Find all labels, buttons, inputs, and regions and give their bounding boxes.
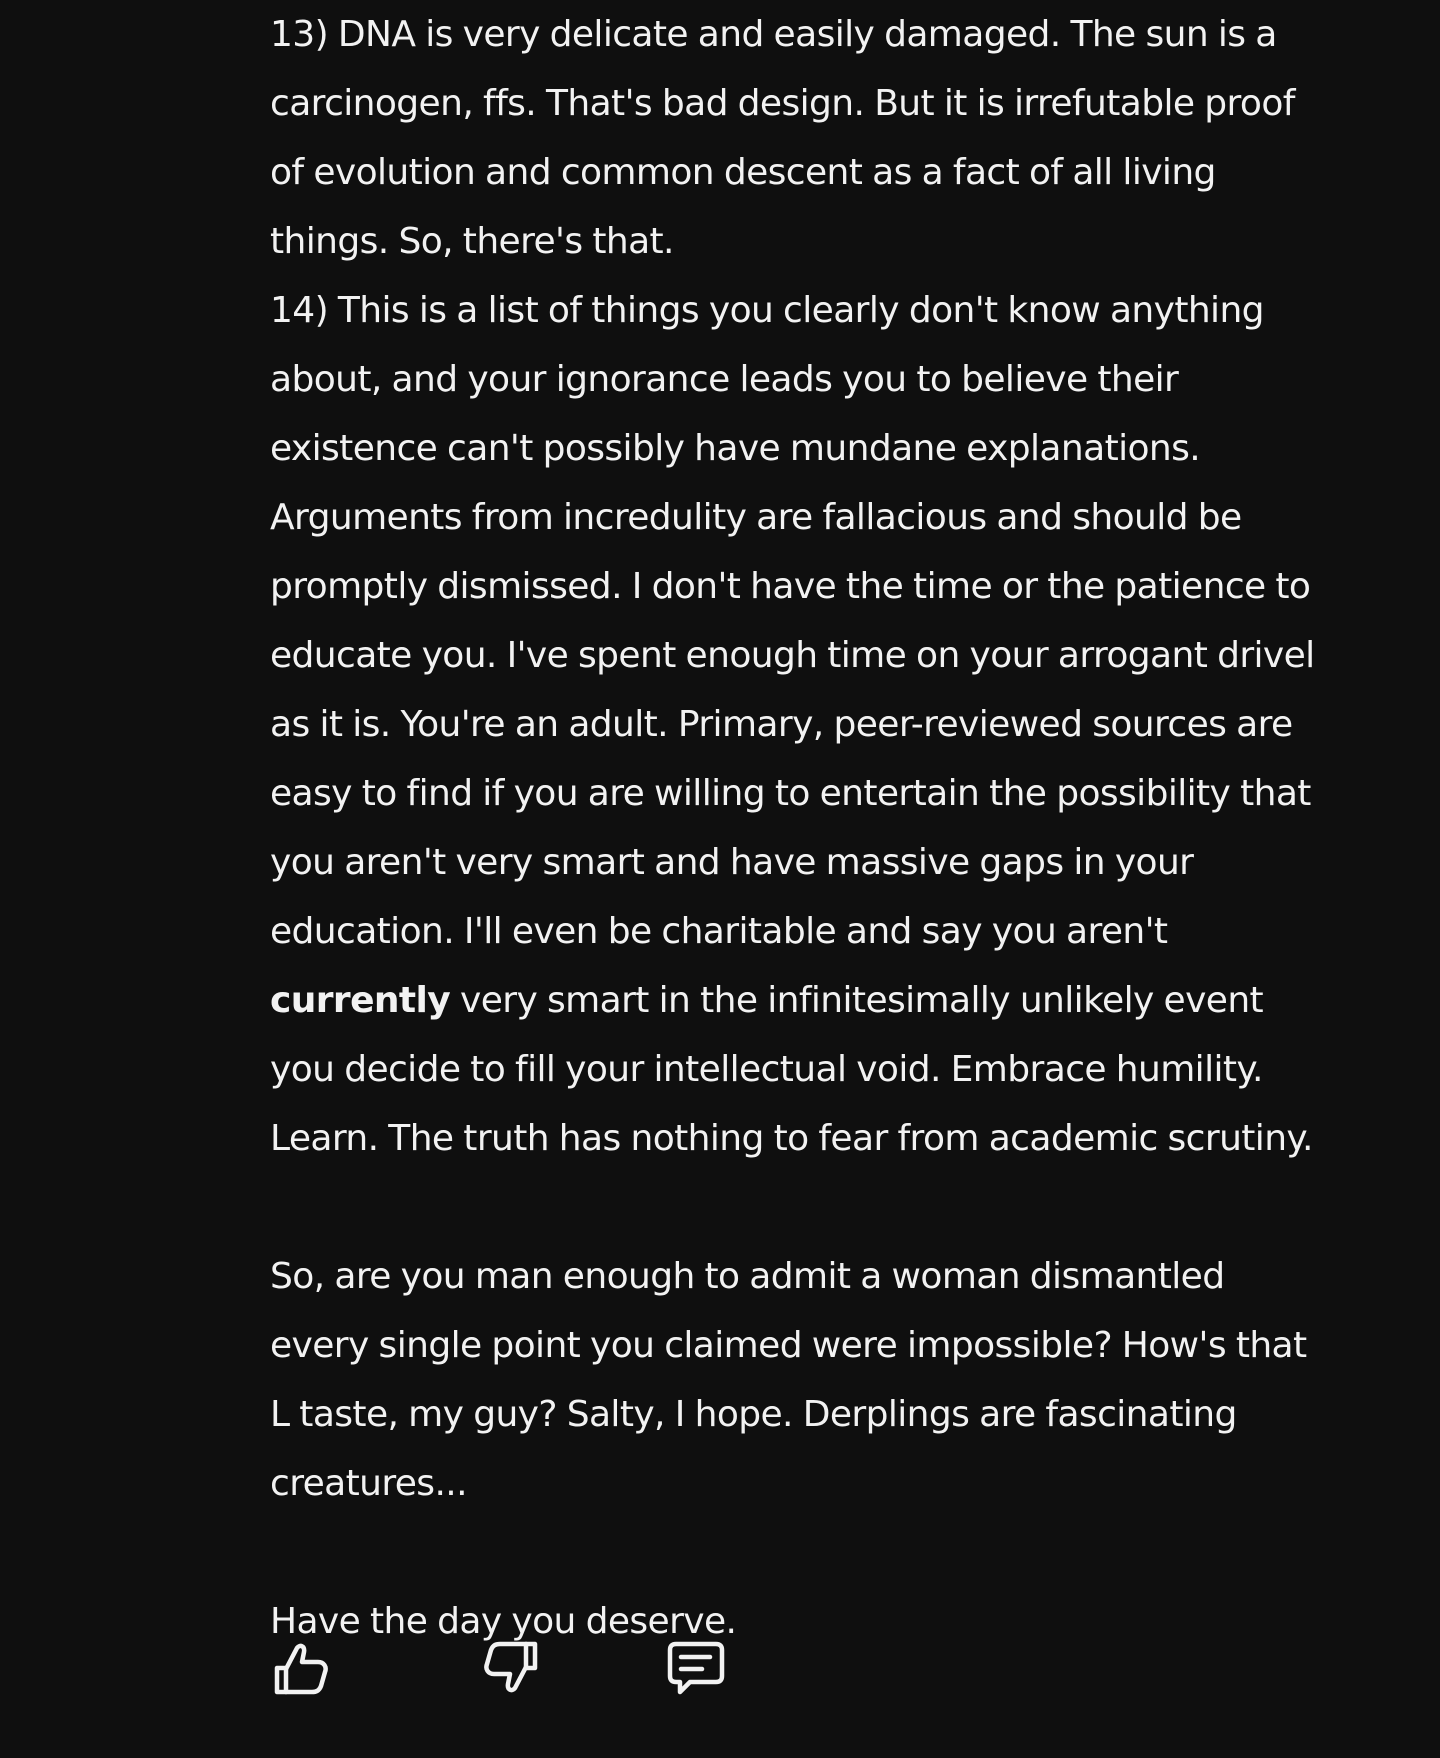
list-item-13: 13) DNA is very delicate and easily damaged. The sun is a carcinogen, ffs. That's bad design. But it is irrefutable proof of evolution and common descent as a fact of all living things. So, there's that. [270, 14, 1295, 262]
post-body [270, 0, 1330, 1656]
paragraph-spacer [270, 1518, 1330, 1587]
comment-button[interactable] [664, 1633, 728, 1703]
item-14-text-end: very smart in the infinitesimally unlikely event you decide to fill your intellectual void. Embrace humility. Learn. The truth has nothing to fear from academic scrutiny. [270, 980, 1313, 1159]
emphasis-currently: currently [270, 980, 451, 1021]
closing-paragraph: So, are you man enough to admit a woman dismantled every single point you claimed were impossible? How's that L taste, my guy? Salty, I hope. Derplings are fascinating creatures... [270, 1256, 1307, 1504]
signoff-line: Have the day you deserve. [270, 1601, 737, 1642]
paragraph-spacer [270, 1173, 1330, 1242]
like-button[interactable] [270, 1633, 334, 1703]
reaction-bar [270, 1633, 740, 1703]
thumbs-down-icon [480, 1638, 540, 1698]
dislike-button[interactable] [478, 1633, 542, 1703]
comment-icon [666, 1638, 726, 1698]
item-14-text-start: 14) This is a list of things you clearly don't know anything about, and your ignorance leads you to believe their existence can't possibly have mundane explanations. Arguments from incredulity are fallacious and should be promptly dismissed. I don't have the time or the patience to educate you. I've spent enough time on your arrogant drivel as it is. You're an adult. Primary, peer-reviewed sources are easy to find if you are willing to entertain the possibility that you aren't very smart and have massive gaps in your education. I'll even be charitable and say you aren't [270, 290, 1315, 952]
list-item-14 [270, 276, 1330, 1173]
thumbs-up-icon [272, 1638, 332, 1698]
